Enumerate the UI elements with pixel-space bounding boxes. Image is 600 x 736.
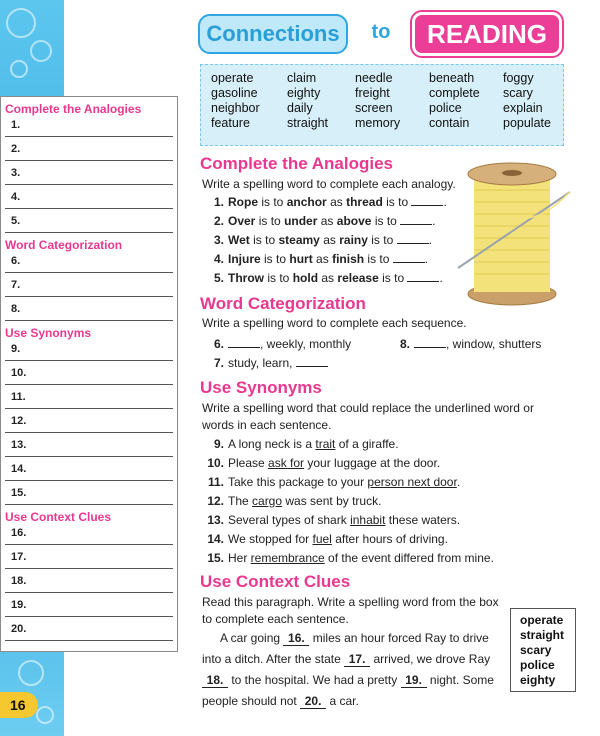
item-number: 11.	[207, 475, 224, 489]
context-paragraph	[202, 628, 502, 712]
word-b: steamy	[278, 233, 320, 247]
item-text: , window, shutters	[446, 337, 542, 351]
word-c: finish	[332, 252, 365, 266]
spelling-word: complete	[429, 86, 480, 100]
header-to: to	[371, 21, 391, 43]
word-a: Injure	[228, 252, 261, 266]
spelling-word: populate	[503, 116, 551, 130]
page-header	[198, 12, 568, 56]
bubble-decoration	[18, 660, 44, 686]
answer-line[interactable]: 2.	[1, 141, 177, 165]
answer-line[interactable]: 12.	[1, 413, 177, 437]
item-number: 4.	[213, 252, 224, 266]
para-text: night. Some people should not	[202, 673, 494, 708]
sentence-text: The	[228, 494, 253, 508]
word-c: above	[336, 214, 372, 228]
sentence-text: A long neck is a	[228, 437, 316, 451]
answer-blank-18[interactable]: 18.	[202, 673, 228, 688]
answer-blank[interactable]	[414, 338, 446, 348]
item-number: 15.	[207, 551, 224, 565]
item-number: 7.	[213, 356, 224, 370]
answer-line[interactable]: 5.	[1, 213, 177, 237]
spelling-word: freight	[355, 86, 390, 100]
period: .	[424, 252, 429, 266]
answer-line[interactable]: 13.	[1, 437, 177, 461]
connector: is to	[253, 233, 276, 247]
analogy-item	[204, 251, 428, 267]
word-c: release	[337, 271, 379, 285]
sentence-text: Take this package to your	[228, 475, 368, 489]
answer-line[interactable]: 11.	[1, 389, 177, 413]
connector: is to	[367, 252, 390, 266]
answer-blank-19[interactable]: 19.	[401, 673, 427, 688]
answer-blank[interactable]	[397, 234, 429, 244]
answer-line[interactable]: 18.	[1, 573, 177, 597]
answer-line[interactable]: 6.	[1, 253, 177, 277]
word-b: anchor	[286, 195, 327, 209]
spelling-word: police	[429, 101, 462, 115]
bubble-decoration	[10, 60, 28, 78]
sentence-text: after hours of driving.	[331, 532, 448, 546]
bubble-decoration	[30, 40, 52, 62]
context-word: eighty	[520, 673, 556, 687]
spool-of-thread-image	[452, 160, 574, 308]
context-word-box	[510, 608, 576, 692]
answer-blank[interactable]	[411, 196, 443, 206]
answer-blank[interactable]	[296, 357, 328, 367]
answer-line[interactable]: 15.	[1, 485, 177, 509]
answer-blank-17[interactable]: 17.	[344, 652, 370, 667]
underlined-word: trait	[315, 437, 336, 451]
answer-blank[interactable]	[228, 338, 260, 348]
spelling-word: operate	[211, 71, 254, 85]
connector: as	[321, 271, 335, 285]
sidebar-heading-categorization: Word Categorization	[5, 238, 123, 252]
word-c: rainy	[339, 233, 368, 247]
sentence-text: We stopped for	[228, 532, 313, 546]
spelling-word: neighbor	[211, 101, 260, 115]
bubble-decoration	[6, 8, 36, 38]
spelling-word: daily	[287, 101, 313, 115]
connector: is to	[386, 195, 409, 209]
word-a: Rope	[228, 195, 258, 209]
spelling-word: eighty	[287, 86, 321, 100]
word-a: Over	[228, 214, 256, 228]
word-grid	[211, 71, 553, 131]
page-number: 16	[0, 692, 38, 718]
sentence-text: these waters.	[385, 513, 461, 527]
word-b: hurt	[289, 252, 313, 266]
answer-line[interactable]: 14.	[1, 461, 177, 485]
synonym-item	[204, 531, 448, 547]
period: .	[439, 271, 443, 285]
spelling-word: screen	[355, 101, 393, 115]
header-connections: Connections	[198, 14, 348, 54]
connector: is to	[267, 271, 290, 285]
answer-blank[interactable]	[407, 272, 439, 282]
answer-blank-16[interactable]: 16.	[283, 631, 309, 646]
item-number: 14.	[207, 532, 224, 546]
synonym-item	[204, 493, 381, 509]
answer-blank-20[interactable]: 20.	[300, 694, 326, 709]
item-text: , weekly, monthly	[260, 337, 352, 351]
instruction-categorization: Write a spelling word to complete each sequence.	[202, 316, 467, 330]
answer-line[interactable]: 20.	[1, 621, 177, 645]
instruction-context: Read this paragraph. Write a spelling word from the box to complete each sentence.	[202, 595, 499, 626]
synonym-item	[204, 436, 399, 452]
connector: as	[330, 195, 343, 209]
answer-line[interactable]: 4.	[1, 189, 177, 213]
underlined-word: cargo	[252, 494, 283, 508]
word-a: Throw	[228, 271, 264, 285]
answer-line[interactable]: 19.	[1, 597, 177, 621]
period: .	[432, 214, 436, 228]
sentence-text: Her	[228, 551, 251, 565]
analogy-item	[204, 270, 443, 286]
underlined-word: ask for	[268, 456, 305, 470]
synonym-item	[204, 550, 494, 566]
underlined-word: inhabit	[350, 513, 386, 527]
connector: as	[316, 252, 329, 266]
sentence-text: Several types of shark	[228, 513, 351, 527]
word-c: thread	[346, 195, 383, 209]
para-text: arrived, we drove Ray	[373, 652, 491, 666]
connector: is to	[374, 214, 397, 228]
spelling-word: scary	[503, 86, 533, 100]
answer-line[interactable]: 1.	[1, 117, 177, 141]
period: .	[428, 233, 432, 247]
bubble-decoration	[36, 706, 54, 724]
spelling-word: claim	[287, 71, 317, 85]
item-number: 2.	[213, 214, 224, 228]
item-number: 3.	[213, 233, 224, 247]
sidebar-heading-analogies: Complete the Analogies	[5, 102, 142, 116]
answer-line[interactable]: 9.	[1, 341, 177, 365]
para-text: miles an hour forced Ray to drive into a ditch. After the state	[202, 631, 489, 666]
sidebar-heading-context: Use Context Clues	[5, 510, 112, 524]
spelling-word: feature	[211, 116, 250, 130]
underlined-word: person next door	[367, 475, 457, 489]
underlined-word: remembrance	[250, 551, 325, 565]
answer-line[interactable]: 10.	[1, 365, 177, 389]
instruction-analogies: Write a spelling word to complete each analogy.	[202, 177, 456, 191]
item-number: 8.	[399, 337, 410, 351]
answer-line[interactable]: 17.	[1, 549, 177, 573]
word-b: under	[284, 214, 318, 228]
section-title-synonyms: Use Synonyms	[200, 378, 322, 397]
analogy-item	[204, 213, 436, 229]
sentence-text: of the event differed from mine.	[324, 551, 494, 565]
item-number: 1.	[213, 195, 224, 209]
word-a: Wet	[228, 233, 250, 247]
spelling-word-box	[200, 64, 564, 146]
synonym-item	[204, 474, 460, 490]
item-number: 13.	[207, 513, 224, 527]
item-6	[204, 336, 351, 352]
connector: is to	[371, 233, 394, 247]
item-7	[204, 355, 328, 371]
spelling-word: straight	[287, 116, 328, 130]
para-text: a car.	[329, 694, 359, 708]
item-8	[390, 336, 541, 352]
context-word: police	[520, 658, 555, 672]
sentence-text: was sent by truck.	[282, 494, 382, 508]
instruction-synonyms: Write a spelling word that could replace the underlined word or words in each sentence.	[202, 401, 534, 432]
period: .	[443, 195, 447, 209]
section-title-context: Use Context Clues	[200, 572, 351, 591]
connector: as	[323, 233, 336, 247]
answer-line[interactable]: 8.	[1, 301, 177, 325]
answer-sidebar	[0, 96, 178, 652]
header-reading: READING	[412, 12, 562, 56]
item-number: 6.	[213, 337, 224, 351]
item-text: study, learn,	[228, 356, 293, 370]
answer-line[interactable]: 16.	[1, 525, 177, 549]
answer-blank[interactable]	[393, 253, 425, 263]
answer-line[interactable]: 7.	[1, 277, 177, 301]
context-word: straight	[520, 628, 565, 642]
section-title-analogies: Complete the Analogies	[200, 154, 394, 173]
answer-blank[interactable]	[400, 215, 432, 225]
connector: as	[320, 214, 334, 228]
connector: is to	[382, 271, 405, 285]
connector: is to	[264, 252, 287, 266]
synonym-item	[204, 512, 460, 528]
synonym-item	[204, 455, 440, 471]
para-text: to the hospital. We had a pretty	[231, 673, 398, 687]
word-b: hold	[292, 271, 319, 285]
underlined-word: fuel	[312, 532, 332, 546]
item-number: 10.	[207, 456, 224, 470]
section-title-categorization: Word Categorization	[200, 294, 366, 313]
connector: is to	[261, 195, 284, 209]
sentence-text: Please	[228, 456, 269, 470]
context-word: operate	[520, 613, 564, 627]
item-number: 12.	[207, 494, 224, 508]
spelling-word: gasoline	[211, 86, 258, 100]
analogy-item	[204, 194, 447, 210]
connector: is to	[258, 214, 281, 228]
context-word: scary	[520, 643, 552, 657]
spelling-word: foggy	[503, 71, 534, 85]
spelling-word: memory	[355, 116, 401, 130]
spelling-word: contain	[429, 116, 470, 130]
item-number: 9.	[213, 437, 224, 451]
sentence-text: .	[456, 475, 461, 489]
item-number: 5.	[213, 271, 224, 285]
sentence-text: of a giraffe.	[335, 437, 399, 451]
answer-line[interactable]: 3.	[1, 165, 177, 189]
analogy-item	[204, 232, 432, 248]
sentence-text: your luggage at the door.	[304, 456, 441, 470]
spelling-word: explain	[503, 101, 543, 115]
para-text: A car going	[220, 631, 281, 645]
spelling-word: beneath	[429, 71, 475, 85]
sidebar-heading-synonyms: Use Synonyms	[5, 326, 92, 340]
spelling-word: needle	[355, 71, 393, 85]
